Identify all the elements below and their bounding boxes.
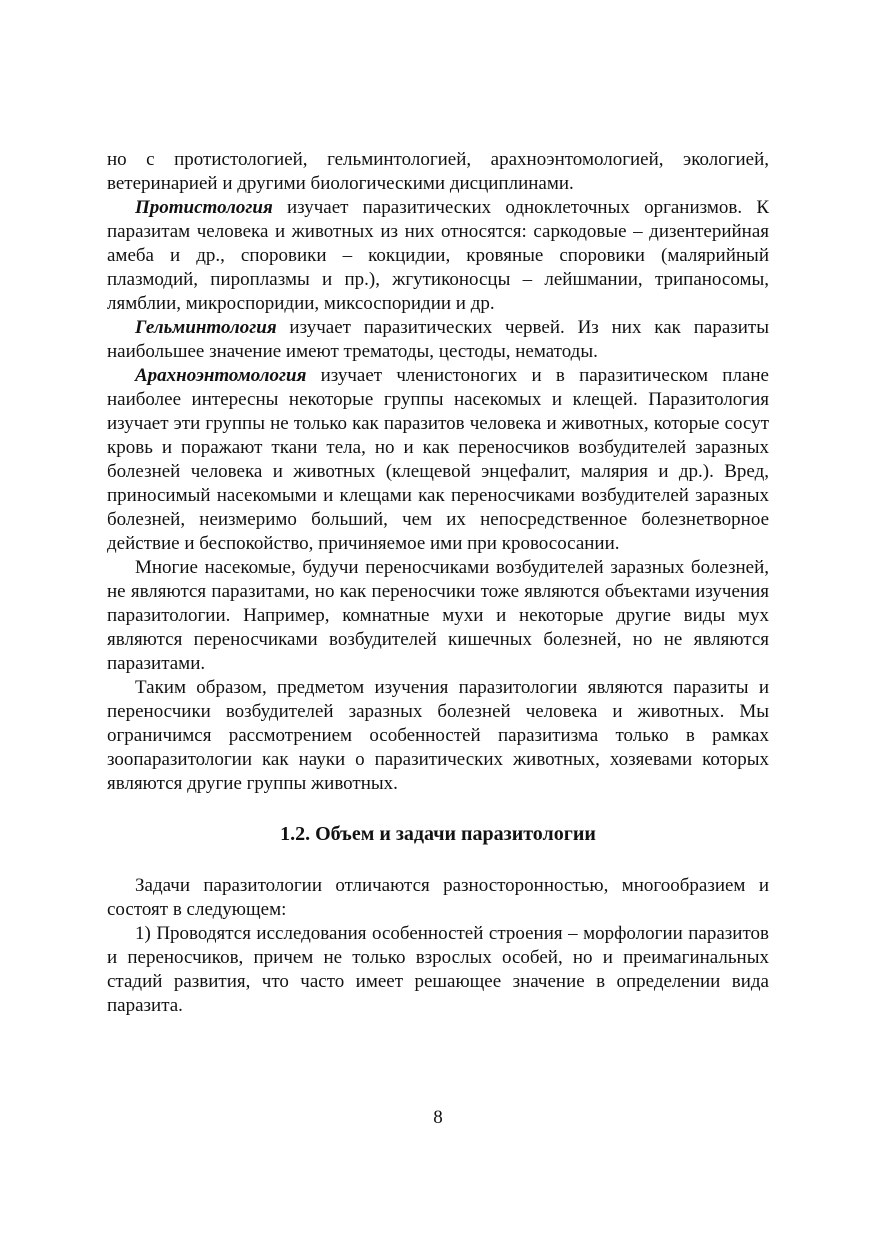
paragraph-task-1 bbox=[107, 922, 769, 1018]
paragraph-text: Задачи паразитологии отличаются разносторонностью, многообразием и состоят в следующем: bbox=[107, 875, 769, 920]
paragraph-text: Таким образом, предметом изучения паразитологии являются паразиты и переносчики возбудителей заразных болезней человека и животных. Мы ограничимся рассмотрением особенностей паразитизма только в рамках зоопаразитологии как науки о паразитических животных, хозяевами которых являются другие группы животных. bbox=[107, 677, 769, 794]
paragraph-protistology bbox=[107, 196, 769, 316]
paragraph-arachnoentomology bbox=[107, 364, 769, 556]
document-page bbox=[107, 148, 769, 1018]
paragraph-text: изучает паразитических червей. Из них как паразиты наибольшее значение имеют трематоды, цестоды, нематоды. bbox=[107, 317, 769, 362]
paragraph-text: изучает паразитических одноклеточных организмов. К паразитам человека и животных из них относятся: саркодовые – дизентерийная амеба и др., споровики – кокцидии, кровяные споровики (малярийный плазмодий, пироплазмы и пр.), жгутиконосцы – лейшмании, трипаносомы, лямблии, микроспоридии, миксоспоридии и др. bbox=[107, 197, 769, 314]
term-arachnoentomology: Арахноэнтомология bbox=[135, 365, 307, 386]
paragraph-subject-summary bbox=[107, 676, 769, 796]
section-heading: 1.2. Объем и задачи паразитологии bbox=[280, 823, 596, 845]
paragraph-text: изучает членистоногих и в паразитическом плане наиболее интересны некоторые группы насекомых и клещей. Паразитология изучает эти группы не только как паразитов человека и животных, которые сосут кровь и поражают ткани тела, но и как переносчиков возбудителей заразных болезней человека и животных (клещевой энцефалит, малярия и др.). Вред, приносимый насекомыми и клещами как переносчиками возбудителей заразных болезней, неизмеримо больший, чем их непосредственное болезнетворное действие и беспокойство, причиняемое ими при кровососании. bbox=[107, 365, 769, 554]
paragraph-text: Многие насекомые, будучи переносчиками возбудителей заразных болезней, не являются паразитами, но как переносчики тоже являются объектами изучения паразитологии. Например, комнатные мухи и некоторые другие виды мух являются переносчиками возбудителей кишечных болезней, но не являются паразитами. bbox=[107, 557, 769, 674]
page-number: 8 bbox=[433, 1107, 443, 1128]
term-protistology: Протистология bbox=[135, 197, 273, 218]
paragraph-intro-continuation bbox=[107, 148, 769, 196]
paragraph-text: но с протистологией, гельминтологией, арахноэнтомологией, экологией, ветеринарией и другими биологическими дисциплинами. bbox=[107, 149, 769, 194]
term-helminthology: Гельминтология bbox=[135, 317, 277, 338]
paragraph-tasks-intro bbox=[107, 874, 769, 922]
paragraph-text: 1) Проводятся исследования особенностей строения – морфологии паразитов и переносчиков, причем не только взрослых особей, но и преимагинальных стадий развития, что часто имеет решающее значение в определении вида паразита. bbox=[107, 923, 769, 1016]
paragraph-helminthology bbox=[107, 316, 769, 364]
paragraph-insect-vectors bbox=[107, 556, 769, 676]
